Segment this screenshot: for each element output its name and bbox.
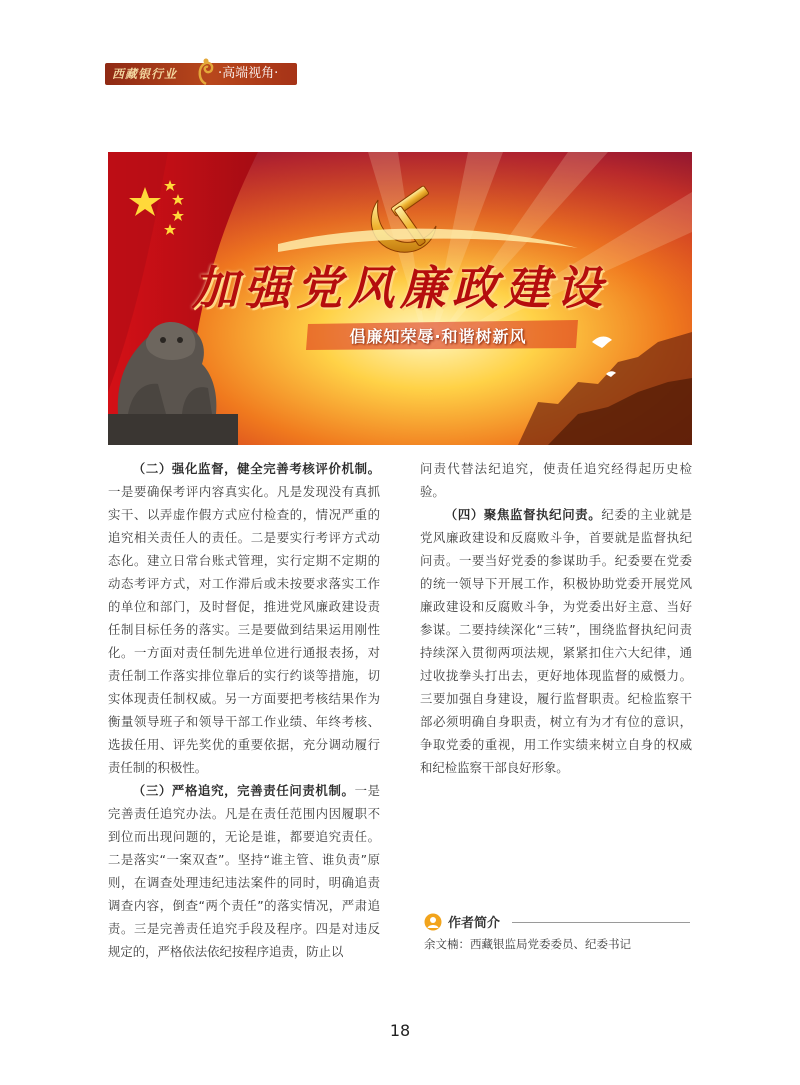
author-heading: 作者简介 — [448, 916, 501, 931]
paragraph-text: 纪委的主业就是党风廉政建设和反腐败斗争，首要就是监督执纪问责。一要当好党委的参谋助手。纪委要在党委的统一领导下开展工作，积极协助党委开展党风廉政建设和反腐败斗争，为党委出好主意、当好参谋。二要持续深化“三转”，围绕监督执纪问责持续深入贯彻两项法规，紧紧扣住六大纪律，通过收拢拳头打出去，更好地体现监督的威慑力。三要加强自身建设，履行监督职责。纪检监察干部必须明确自身职责，树立有为才有位的意识，争取党委的重视，用工作实绩来树立自身的权威和纪检监察干部良好形象。 — [420, 507, 693, 775]
article-left-column — [108, 457, 380, 963]
banner-title: 加强党风廉政建设 — [192, 261, 608, 315]
publication-logo: 西藏银行业 — [112, 67, 178, 81]
divider — [512, 922, 690, 923]
paragraph — [108, 779, 380, 963]
author-text: 余文楠：西藏银监局党委委员、纪委书记 — [424, 937, 631, 951]
paragraph-text: 一是完善责任追究办法。凡是在责任范围内因履职不到位而出现问题的，无论是谁，都要追究责任。二是落实“一案双查”。坚持“谁主管、谁负责”原则，在调查处理违纪违法案件的同时，明确追责调查内容，倒查“两个责任”的落实情况，严肃追责。三是完善责任追究手段及程序。四是对违反规定的，严格依法依纪按程序追责，防止以 — [108, 783, 381, 959]
swirl-emblem-icon — [196, 56, 216, 86]
paragraph — [108, 457, 380, 779]
paragraph-heading: （三）严格追究，完善责任问责机制。 — [132, 783, 355, 798]
page-number: 18 — [389, 1021, 411, 1040]
banner-image — [108, 152, 692, 445]
article-right-column — [420, 457, 692, 779]
paragraph-heading: （二）强化监督，健全完善考核评价机制。 — [132, 461, 380, 476]
section-title: ·高端视角· — [218, 66, 279, 81]
person-icon — [424, 913, 442, 931]
paragraph — [420, 503, 692, 779]
paragraph-text: 问责代替法纪追究，使责任追究经得起历史检验。 — [420, 461, 692, 499]
paragraph-heading: （四）聚焦监督执纪问责。 — [444, 507, 602, 522]
paragraph-text: 一是要确保考评内容真实化。凡是发现没有真抓实干、以弄虚作假方式应付检查的，情况严重的追究相关责任人的责任。二是要实行考评方式动态化。建立日常台账式管理，实行定期不定期的动态考评方式，对工作滞后或未按要求落实工作的单位和部门，及时督促，推进党风廉政建设责任制目标任务的落实。三是要做到结果运用刚性化。一方面对责任制先进单位进行通报表扬，对责任制工作落实排位靠后的实行约谈等措施，切实体现责任制权威。另一方面要把考核结果作为衡量领导班子和领导干部工作业绩、年终考核、选拔任用、评先奖优的重要依据，充分调动履行责任制的积极性。 — [108, 484, 380, 775]
paragraph-continuation — [420, 457, 692, 503]
banner-subtitle: 倡廉知荣辱·和谐树新风 — [349, 327, 527, 346]
